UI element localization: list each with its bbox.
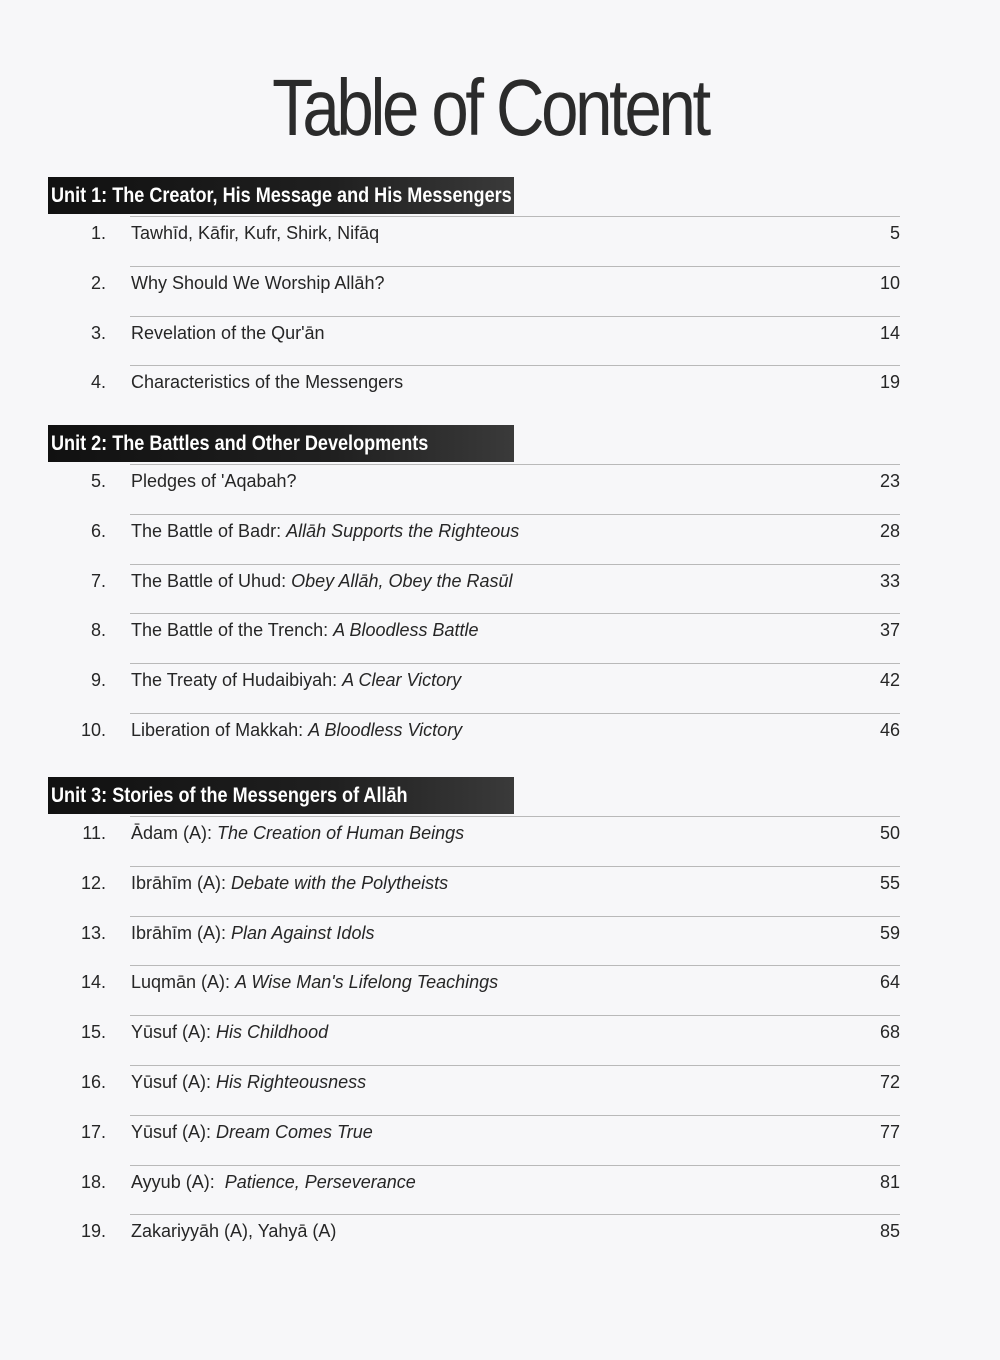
toc-entry[interactable] — [0, 517, 1000, 545]
entry-title-italic: His Righteousness — [216, 1072, 367, 1092]
entry-divider — [130, 1214, 900, 1215]
entry-page-number: 77 — [879, 1122, 900, 1142]
entry-title — [131, 869, 448, 897]
entry-page-number: 10 — [879, 273, 900, 293]
unit-header — [48, 777, 514, 814]
entry-number: 17. — [80, 1122, 106, 1142]
entry-page-number: 37 — [879, 620, 900, 640]
entry-title-plain: Ibrāhīm (A): — [131, 923, 232, 943]
entry-title-plain: Pledges of 'Aqabah? — [131, 471, 297, 491]
entry-title-italic: Patience, Perseverance — [224, 1172, 416, 1192]
entry-page-number: 85 — [879, 1221, 900, 1241]
entry-title-plain: Yūsuf (A): — [131, 1122, 217, 1142]
toc-entry[interactable] — [0, 869, 1000, 897]
entry-title — [131, 219, 379, 247]
entry-divider — [130, 266, 900, 267]
entry-number: 16. — [80, 1072, 106, 1092]
entry-page-number: 59 — [879, 923, 900, 943]
entry-number: 14. — [80, 972, 106, 992]
entry-title-plain: Ibrāhīm (A): — [131, 873, 232, 893]
entry-title-plain: Tawhīd, Kāfir, Kufr, Shirk, Nifāq — [131, 223, 380, 243]
entry-title-italic: Debate with the Polytheists — [231, 873, 449, 893]
entry-title-plain: The Treaty of Hudaibiyah: — [131, 670, 343, 690]
toc-entry[interactable] — [0, 666, 1000, 694]
page-title: Table of Content — [272, 63, 708, 152]
entry-number: 8. — [90, 620, 106, 640]
entry-title — [131, 716, 462, 744]
entry-title-plain: Characteristics of the Messengers — [131, 372, 404, 392]
entry-page-number: 23 — [879, 471, 900, 491]
toc-entry[interactable] — [0, 567, 1000, 595]
entry-title-italic: A Bloodless Victory — [308, 720, 463, 740]
entry-number: 18. — [80, 1172, 106, 1192]
entry-title-italic: A Bloodless Battle — [333, 620, 479, 640]
entry-divider — [130, 663, 900, 664]
entry-divider — [130, 613, 900, 614]
entry-divider — [130, 564, 900, 565]
entry-title-plain: Ayyub (A): — [131, 1172, 225, 1192]
entry-title-italic: Dream Comes True — [216, 1122, 373, 1142]
entry-title — [131, 1168, 416, 1196]
entry-divider — [130, 1065, 900, 1066]
unit-header — [48, 425, 514, 462]
toc-entry[interactable] — [0, 716, 1000, 744]
entry-page-number: 64 — [879, 972, 900, 992]
entry-divider — [130, 316, 900, 317]
toc-entry[interactable] — [0, 1118, 1000, 1146]
entry-title-plain: Revelation of the Qur'ān — [131, 323, 325, 343]
entry-number: 9. — [90, 670, 106, 690]
toc-entry[interactable] — [0, 269, 1000, 297]
entry-page-number: 28 — [879, 521, 900, 541]
entry-title — [131, 567, 513, 595]
entry-number: 6. — [90, 521, 106, 541]
entry-divider — [130, 916, 900, 917]
entry-page-number: 5 — [889, 223, 900, 243]
entry-number: 15. — [80, 1022, 106, 1042]
unit-header-label: Unit 3: Stories of the Messengers of Allāh — [51, 784, 408, 807]
entry-title-plain: Luqmān (A): — [131, 972, 236, 992]
entry-page-number: 50 — [879, 823, 900, 843]
entry-title — [131, 1118, 373, 1146]
entry-number: 2. — [90, 273, 106, 293]
entry-title-plain: Ādam (A): — [131, 823, 218, 843]
entry-page-number: 46 — [879, 720, 900, 740]
entry-title-plain: The Battle of Badr: — [131, 521, 287, 541]
entry-title-italic: A Wise Man's Lifelong Teachings — [235, 972, 499, 992]
toc-entry[interactable] — [0, 919, 1000, 947]
entry-divider — [130, 514, 900, 515]
entry-page-number: 72 — [879, 1072, 900, 1092]
entry-number: 19. — [80, 1221, 106, 1241]
entry-page-number: 14 — [879, 323, 900, 343]
entry-title — [131, 616, 479, 644]
entry-number: 5. — [90, 471, 106, 491]
entry-divider — [130, 866, 900, 867]
toc-entry[interactable] — [0, 368, 1000, 396]
entry-title — [131, 666, 461, 694]
entry-number: 13. — [80, 923, 106, 943]
entry-number: 12. — [80, 873, 106, 893]
entry-title — [131, 1068, 366, 1096]
entry-title-plain: The Battle of the Trench: — [131, 620, 334, 640]
entry-title — [131, 467, 297, 495]
entry-page-number: 33 — [879, 571, 900, 591]
entry-divider — [130, 464, 900, 465]
entry-title — [131, 919, 374, 947]
unit-header — [48, 177, 514, 214]
toc-entry[interactable] — [0, 467, 1000, 495]
toc-entry[interactable] — [0, 1168, 1000, 1196]
entry-title-plain: Zakariyyāh (A), Yahyā (A) — [131, 1221, 337, 1241]
entry-number: 3. — [90, 323, 106, 343]
entry-title — [131, 968, 498, 996]
entry-title-italic: Allāh Supports the Righteous — [286, 521, 520, 541]
entry-title-italic: His Childhood — [216, 1022, 329, 1042]
entry-title — [131, 319, 325, 347]
entry-page-number: 68 — [879, 1022, 900, 1042]
entry-page-number: 55 — [879, 873, 900, 893]
entry-divider — [130, 965, 900, 966]
toc-entry[interactable] — [0, 319, 1000, 347]
unit-header-label: Unit 2: The Battles and Other Developments — [51, 432, 429, 455]
entry-page-number: 19 — [879, 372, 900, 392]
entry-title-plain: Why Should We Worship Allāh? — [131, 273, 385, 293]
entry-title — [131, 1217, 336, 1245]
unit-header-label: Unit 1: The Creator, His Message and His Messengers — [51, 184, 512, 207]
entry-title — [131, 819, 464, 847]
entry-title — [131, 368, 403, 396]
entry-divider — [130, 365, 900, 366]
entry-divider — [130, 1015, 900, 1016]
entry-title-italic: Plan Against Idols — [231, 923, 375, 943]
entry-divider — [130, 216, 900, 217]
entry-title — [131, 269, 384, 297]
entry-title-italic: The Creation of Human Beings — [217, 823, 465, 843]
entry-title-italic: A Clear Victory — [342, 670, 462, 690]
entry-divider — [130, 816, 900, 817]
toc-entry[interactable] — [0, 219, 1000, 247]
entry-number: 11. — [82, 823, 106, 843]
entry-page-number: 81 — [879, 1172, 900, 1192]
toc-entry[interactable] — [0, 819, 1000, 847]
toc-entry[interactable] — [0, 1018, 1000, 1046]
entry-number: 7. — [90, 571, 106, 591]
entry-page-number: 42 — [879, 670, 900, 690]
entry-title-plain: Yūsuf (A): — [131, 1072, 217, 1092]
entry-title — [131, 1018, 328, 1046]
entry-title-plain: Yūsuf (A): — [131, 1022, 217, 1042]
toc-entry[interactable] — [0, 616, 1000, 644]
entry-divider — [130, 713, 900, 714]
entry-title-italic: Obey Allāh, Obey the Rasūl — [291, 571, 513, 591]
entry-number: 4. — [90, 372, 106, 392]
entry-number: 1. — [90, 223, 106, 243]
toc-entry[interactable] — [0, 1068, 1000, 1096]
toc-entry[interactable] — [0, 968, 1000, 996]
entry-title-plain: The Battle of Uhud: — [131, 571, 292, 591]
entry-divider — [130, 1165, 900, 1166]
toc-entry[interactable] — [0, 1217, 1000, 1245]
entry-title — [131, 517, 519, 545]
entry-title-plain: Liberation of Makkah: — [131, 720, 309, 740]
entry-number: 10. — [80, 720, 106, 740]
entry-divider — [130, 1115, 900, 1116]
